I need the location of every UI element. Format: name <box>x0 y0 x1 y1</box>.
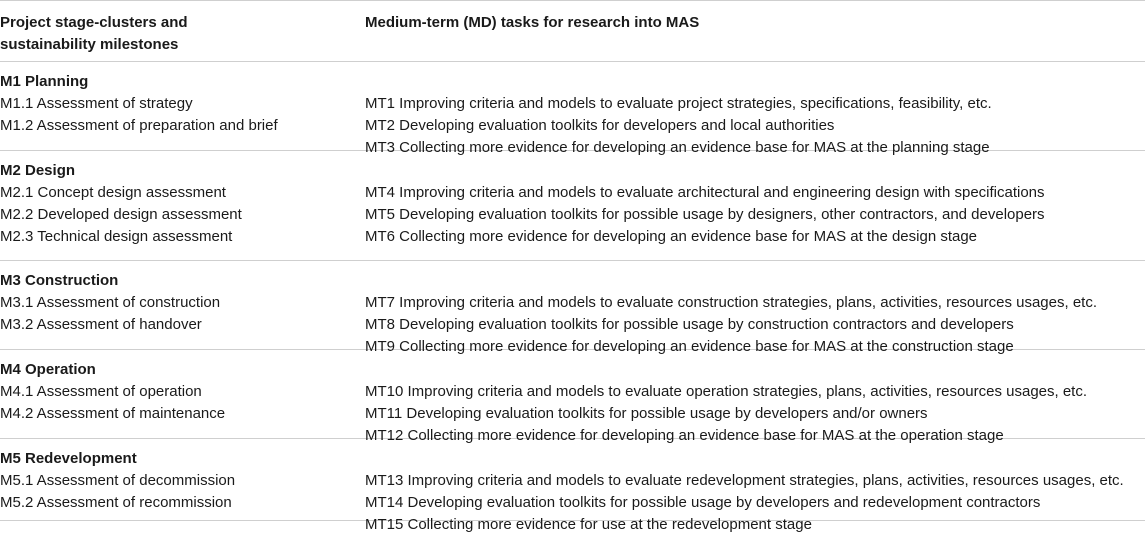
tasks-cell <box>365 448 1145 533</box>
stage-title: M5 Redevelopment <box>0 450 137 467</box>
task-item: MT12 Collecting more evidence for developing an evidence base for MAS at the operation stage <box>365 427 1004 444</box>
header-col1-line2: sustainability milestones <box>0 36 179 53</box>
milestone-item: M3.2 Assessment of handover <box>0 316 202 333</box>
task-item: MT14 Developing evaluation toolkits for possible usage by developers and redevelopment contractors <box>365 494 1041 511</box>
milestone-item: M5.1 Assessment of decommission <box>0 472 236 489</box>
milestone-item: M4.2 Assessment of maintenance <box>0 405 226 422</box>
table-header <box>0 1 1145 62</box>
task-item: MT8 Developing evaluation toolkits for possible usage by construction contractors and developers <box>365 316 1014 333</box>
task-item: MT1 Improving criteria and models to evaluate project strategies, specifications, feasibility, etc. <box>365 95 992 112</box>
task-item: MT13 Improving criteria and models to evaluate redevelopment strategies, plans, activities, resources usages, etc. <box>365 472 1124 489</box>
table-row <box>0 151 1145 261</box>
stage-title: M1 Planning <box>0 73 89 90</box>
milestone-item: M1.1 Assessment of strategy <box>0 95 193 112</box>
task-item: MT6 Collecting more evidence for developing an evidence base for MAS at the design stage <box>365 228 978 245</box>
tasks-cell <box>365 270 1145 355</box>
task-item: MT9 Collecting more evidence for developing an evidence base for MAS at the construction stage <box>365 338 1014 355</box>
header-stage-clusters <box>0 1 365 61</box>
milestone-item: M2.3 Technical design assessment <box>0 228 233 245</box>
tasks-cell <box>365 160 1145 260</box>
tasks-cell <box>365 71 1145 156</box>
stage-title: M2 Design <box>0 162 76 179</box>
stage-title: M4 Operation <box>0 361 96 378</box>
table-row <box>0 62 1145 156</box>
task-item: MT5 Developing evaluation toolkits for possible usage by designers, other contractors, and developers <box>365 206 1045 223</box>
stage-cell <box>0 359 365 438</box>
task-item: MT15 Collecting more evidence for use at the redevelopment stage <box>365 516 812 533</box>
table-row <box>0 261 1145 355</box>
milestone-item: M3.1 Assessment of construction <box>0 294 221 311</box>
milestone-item: M4.1 Assessment of operation <box>0 383 202 400</box>
tasks-cell <box>365 359 1145 444</box>
stage-cell <box>0 270 365 349</box>
milestone-item: M1.2 Assessment of preparation and brief <box>0 117 278 134</box>
task-item: MT4 Improving criteria and models to evaluate architectural and engineering design with specifications <box>365 184 1045 201</box>
table-row <box>0 439 1145 533</box>
stage-cell <box>0 71 365 150</box>
stage-title: M3 Construction <box>0 272 119 289</box>
stage-cell <box>0 160 365 260</box>
milestone-item: M2.2 Developed design assessment <box>0 206 242 223</box>
task-item: MT2 Developing evaluation toolkits for developers and local authorities <box>365 117 835 134</box>
table-row <box>0 350 1145 444</box>
task-item: MT10 Improving criteria and models to evaluate operation strategies, plans, activities, resources usages, etc. <box>365 383 1088 400</box>
header-col1-line1: Project stage-clusters and <box>0 14 188 31</box>
task-item: MT11 Developing evaluation toolkits for possible usage by developers and/or owners <box>365 405 928 422</box>
milestone-item: M5.2 Assessment of recommission <box>0 494 232 511</box>
task-item: MT7 Improving criteria and models to evaluate construction strategies, plans, activities, resources usages, etc. <box>365 294 1098 311</box>
header-tasks: Medium-term (MD) tasks for research into MAS <box>365 14 700 31</box>
stage-cell <box>0 448 365 520</box>
milestone-item: M2.1 Concept design assessment <box>0 184 226 201</box>
task-item: MT3 Collecting more evidence for developing an evidence base for MAS at the planning stage <box>365 139 990 156</box>
